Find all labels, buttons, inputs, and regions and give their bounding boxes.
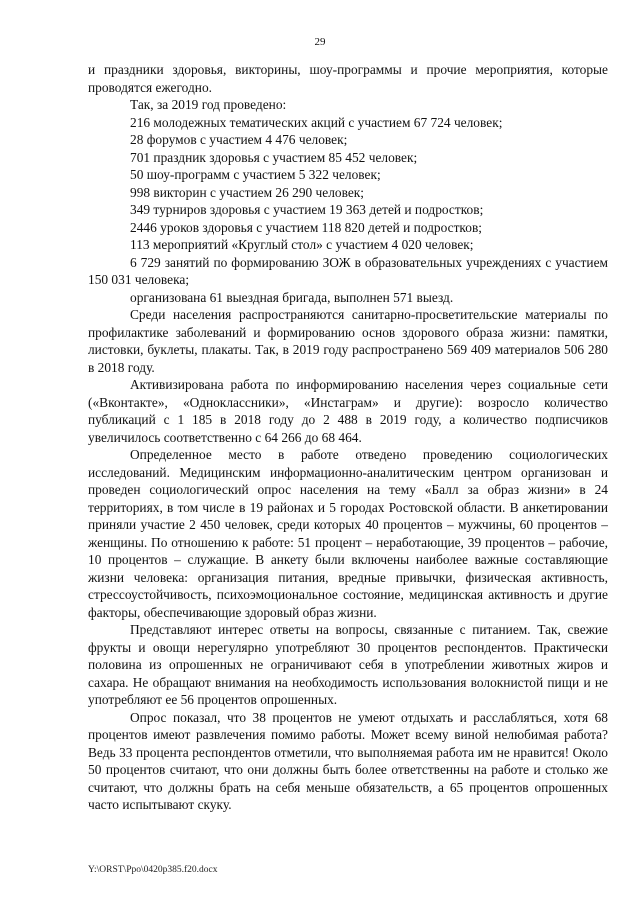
list-item: 998 викторин с участием 26 290 человек; xyxy=(130,184,365,200)
list-item: 50 шоу-программ с участием 5 322 человек; xyxy=(130,167,381,182)
list-item: организована 61 выездная бригада, выполнен 571 выезд. xyxy=(130,289,454,305)
paragraph: Опрос показал, что 38 процентов не умеют отдыхать и расслабляться, хотя 68 процентов имеют развлечения помимо работы. Может всему виной нелюбимая работа? Ведь 33 процента респондентов отметили, что выполняемая работа им не нравится! Около 50 процентов считают, что они должны быть более ответственны на работе и столько же считают, что должны брать на себя меньше обязательств, а 65 процентов опрошенных часто испытывают скуку. xyxy=(88,709,608,812)
list-item: 6 729 занятий по формированию ЗОЖ в образовательных учреждениях с участием 150 031 человека; xyxy=(88,254,608,287)
list-item: 2446 уроков здоровья с участием 118 820 детей и подростков; xyxy=(130,219,482,235)
paragraph: Среди населения распространяются санитарно-просветительские материалы по профилактике заболеваний и формированию основ здорового образа жизни: памятки, листовки, буклеты, плакаты. Так, в 2019 году распространено 569 409 материалов 506 280 в 2018 году. xyxy=(88,307,608,375)
list-item: 113 мероприятий «Круглый стол» с участием 4 020 человек; xyxy=(130,237,474,252)
list-item: 701 праздник здоровья с участием 85 452 человек; xyxy=(130,149,418,165)
paragraph: Активизирована работа по информированию населения через социальные сети («Вконтакте», «Одноклассники», «Инстаграм» и другие): возросло количество публикаций с 1 185 в 2018 году до 2 488 в 2019 году, а количество подписчиков увеличилось соответственно с 64 266 до 68 464. xyxy=(88,377,608,445)
page-number: 29 xyxy=(314,36,326,48)
list-item: 28 форумов с участием 4 476 человек; xyxy=(130,132,348,147)
document-body xyxy=(88,61,608,814)
file-path-footer: Y:\ORST\Ppo\0420p385.f20.docx xyxy=(88,865,218,875)
paragraph: Определенное место в работе отведено проведению социологических исследований. Медицинским информационно-аналитическим центром организован и проведен социологический опрос населения на тему «Балл за образ жизни» в 24 территориях, в том числе в 19 районах и 5 городах Ростовской области. В анкетировании приняли участие 2 450 человек, среди которых 40 процентов – мужчины, 60 процентов – женщины. По отношению к работе: 51 процент – неработающие, 39 процентов – рабочие, 10 процентов – служащие. В анкету были включены наиболее важные составляющие жизни человека: организация питания, вредные привычки, физическая активность, стрессоустойчивость, психоэмоциональное состояние, медицинская активность и другие факторы, обеспечивающие здоровый образ жизни. xyxy=(88,447,608,620)
paragraph: и праздники здоровья, викторины, шоу-программы и прочие мероприятия, которые проводятся ежегодно. xyxy=(88,62,608,95)
list-item: Так, за 2019 год проведено: xyxy=(130,97,287,112)
list-item: 349 турниров здоровья с участием 19 363 детей и подростков; xyxy=(130,202,484,217)
paragraph: Представляют интерес ответы на вопросы, связанные с питанием. Так, свежие фрукты и овощи нерегулярно употребляют 30 процентов респондентов. Практически половина из опрошенных не ограничивают себя в употреблении животных жиров и сахара. Не обращают внимания на необходимость использования волокнистой пищи и не употребляют ее 56 процентов опрошенных. xyxy=(88,622,608,707)
list-item: 216 молодежных тематических акций с участием 67 724 человек; xyxy=(130,114,503,130)
